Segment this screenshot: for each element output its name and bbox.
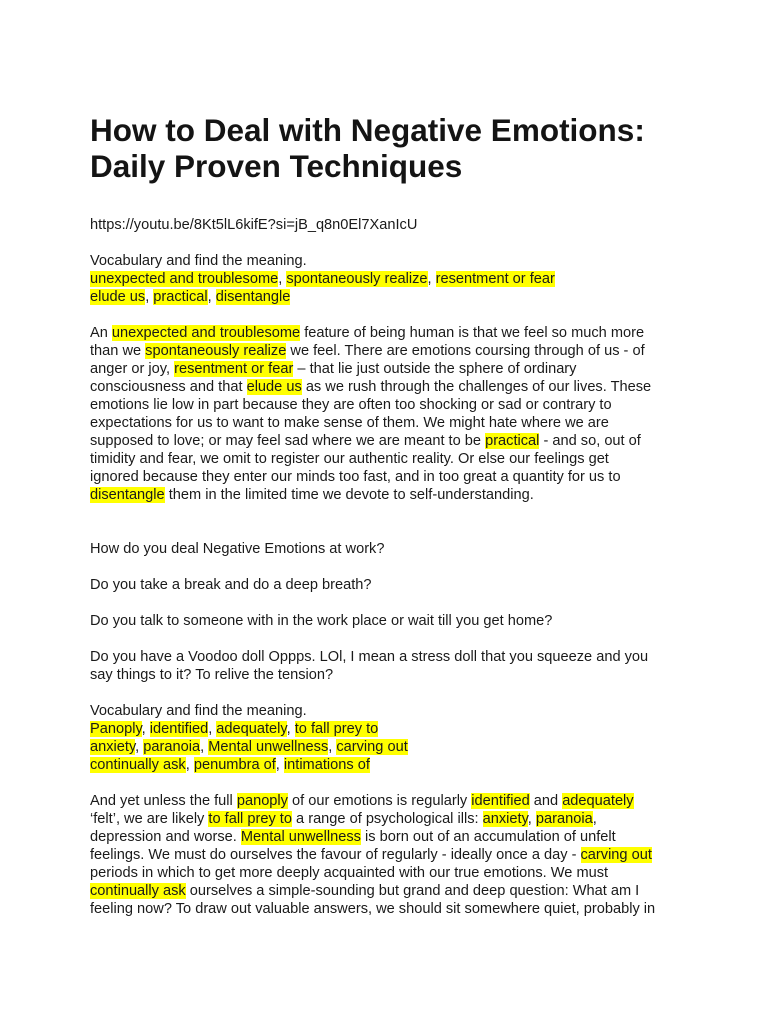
highlighted-term: spontaneously realize [145, 343, 287, 359]
vocab-term: Panoply [90, 721, 142, 737]
vocab-term: intimations of [283, 757, 370, 773]
question-4-line-2: say things to it? To relive the tension? [90, 667, 334, 683]
vocab-term: continually ask [90, 757, 186, 773]
question-3: Do you talk to someone with in the work place or wait till you get home? [90, 613, 553, 629]
vocab-list-1-line-2: elude us, practical, disentangle [90, 289, 291, 305]
highlighted-term: unexpected and troublesome [111, 325, 301, 341]
vocab-term: to fall prey to [294, 721, 379, 737]
vocab-heading-1: Vocabulary and find the meaning. [90, 253, 307, 269]
title-line-2: Daily Proven Techniques [90, 148, 463, 184]
vocab-term: Mental unwellness [208, 739, 329, 755]
vocab-term: carving out [336, 739, 408, 755]
vocab-term: paranoia [143, 739, 201, 755]
vocab-term: resentment or fear [435, 271, 555, 287]
paragraph-1: An unexpected and troublesome feature of being human is that we feel so much more than we spontaneously realize we feel. There are emotions coursing through of us - of anger or joy, resentment or fear – that lie just outside the sphere of ordinary consciousness and that elude us as we rush through the challenges of our lives. These emotions lie low in part because they are often too shocking or sad or contrary to expectations for us to want to make sense of them. We might hate where we are supposed to love; or may feel sad where we are meant to be practical - and so, out of timidity and fear, we omit to register our authentic reality. Or else our feelings get ignored because they enter our minds too fast, and in too great a quantity for us to disentangle them in the limited time we devote to self-understanding. [90, 325, 652, 503]
video-link[interactable]: https://youtu.be/8Kt5lL6kifE?si=jB_q8n0El7XanIcU [90, 217, 418, 233]
vocab-list-1-line-1: unexpected and troublesome, spontaneously realize, resentment or fear [90, 271, 555, 287]
highlighted-term: Mental unwellness [240, 829, 361, 845]
vocab-term: unexpected and troublesome [90, 271, 279, 287]
highlighted-term: disentangle [90, 487, 165, 503]
vocab-term: penumbra of [193, 757, 276, 773]
highlighted-term: anxiety [482, 811, 528, 827]
vocab-term: adequately [216, 721, 287, 737]
question-4-line-1: Do you have a Voodoo doll Oppps. LOl, I mean a stress doll that you squeeze and you [90, 649, 649, 665]
highlighted-term: resentment or fear [174, 361, 294, 377]
highlighted-term: elude us [246, 379, 302, 395]
vocab-list-2-line-1: Panoply, identified, adequately, to fall prey to [90, 721, 379, 737]
highlighted-term: panoply [236, 793, 288, 809]
highlighted-term: practical [485, 433, 540, 449]
vocab-term: anxiety [90, 739, 136, 755]
highlighted-term: identified [471, 793, 530, 809]
vocab-heading-2: Vocabulary and find the meaning. [90, 703, 307, 719]
vocab-list-2-line-2: anxiety, paranoia, Mental unwellness, carving out [90, 739, 408, 755]
page-title [90, 112, 645, 184]
vocab-term: elude us [90, 289, 146, 305]
highlighted-term: carving out [580, 847, 652, 863]
document-body [90, 216, 690, 918]
paragraph-2: And yet unless the full panoply of our emotions is regularly identified and adequately ‘felt’, we are likely to fall prey to a range of psychological ills: anxiety, paranoia, depression and worse. Mental unwellness is born out of an accumulation of unfelt feelings. We must do ourselves the favour of regularly - ideally once a day - carving out periods in which to get more deeply acquainted with our true emotions. We must continually ask ourselves a simple-sounding but grand and deep question: What am I feeling now? To draw out valuable answers, we should sit somewhere quiet, probably in [90, 793, 656, 917]
question-1: How do you deal Negative Emotions at work? [90, 541, 385, 557]
highlighted-term: to fall prey to [208, 811, 292, 827]
vocab-term: spontaneously realize [286, 271, 428, 287]
vocab-term: disentangle [215, 289, 291, 305]
highlighted-term: adequately [562, 793, 634, 809]
vocab-term: practical [153, 289, 208, 305]
highlighted-term: paranoia [535, 811, 593, 827]
highlighted-term: continually ask [90, 883, 186, 899]
vocab-term: identified [149, 721, 209, 737]
vocab-list-2-line-3: continually ask, penumbra of, intimations of [90, 757, 370, 773]
title-line-1: How to Deal with Negative Emotions: [90, 112, 645, 148]
question-2: Do you take a break and do a deep breath? [90, 577, 372, 593]
